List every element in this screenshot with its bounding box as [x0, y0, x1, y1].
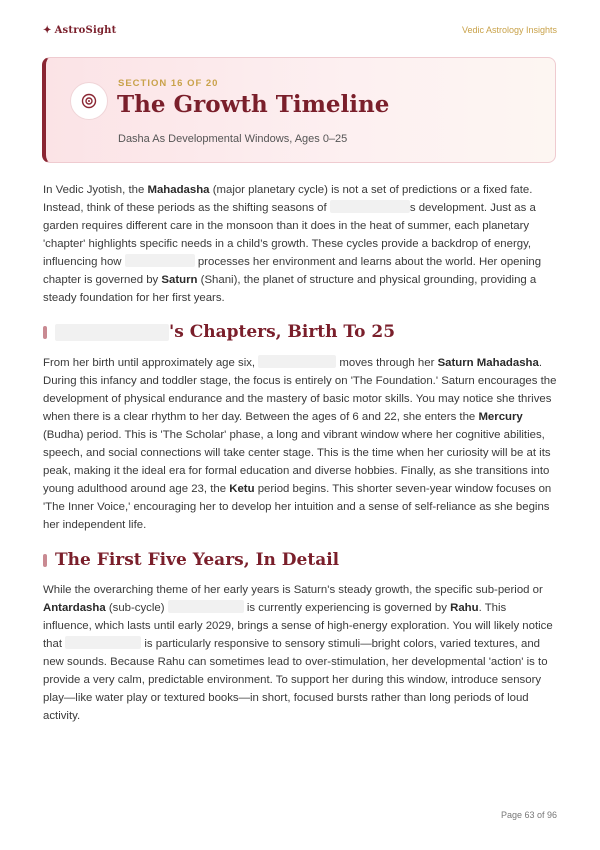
redacted-name	[55, 324, 169, 341]
redacted-name	[258, 355, 336, 368]
page-title: The Growth Timeline	[117, 91, 390, 118]
section-label: SECTION 16 OF 20	[118, 78, 219, 89]
redacted-name	[168, 600, 244, 613]
star-icon: ✦	[43, 24, 52, 36]
chapters-paragraph: From her birth until approximately age six, moves through her Saturn Mahadasha. During this infancy and toddler stage, the focus is entirely on 'The Foundation.' Saturn encourages the development of physical endurance and the mastery of basic motor skills. You may notice she thrives when there is a clear rhythm to her day. Between the ages of 6 and 22, she enters the Mercury (Budha) period. This is 'The Scholar' phase, a long and vibrant window where her cognitive abilities, speech, and social connections will take center stage. This is the time when her curiosity will be at its peak, making it the ideal era for formal education and diverse hobbies. Finally, as she transitions into young adulthood around age 23, the Ketu period begins. This shorter seven-year window focuses on 'The Inner Voice,' encouraging her to develop her intuition and a sense of self-reliance as she begins her independent life.	[43, 357, 557, 531]
redacted-name	[65, 636, 141, 649]
redacted-name	[330, 200, 410, 213]
brand-name: AstroSight	[54, 24, 117, 36]
heading-accent-bar	[43, 554, 47, 567]
page-header	[43, 22, 557, 38]
target-icon	[70, 82, 108, 120]
page-subtitle: Dasha As Developmental Windows, Ages 0–25	[118, 133, 348, 145]
intro-paragraph: In Vedic Jyotish, the Mahadasha (major planetary cycle) is not a set of predictions or a fixed fate. Instead, think of these periods as the shifting seasons of s development. Just as a garden requires different care in the monsoon than it does in the heat of summer, each planetary 'chapter' highlights specific needs in a child’s growth. These cycles provide a backdrop of energy, influencing how processes her environment and learns about the world. Her opening chapter is governed by Saturn (Shani), the planet of structure and physical grounding, providing a steady foundation for her first years.	[43, 184, 542, 304]
brand-logo	[43, 25, 116, 36]
redacted-name	[125, 254, 195, 267]
section-heading-first-five: The First Five Years, In Detail	[43, 550, 339, 570]
first-five-paragraph: While the overarching theme of her early years is Saturn's steady growth, the specific sub-period or Antardasha (sub-cycle) is currently experiencing is governed by Rahu. This influence, which lasts until early 2029, brings a sense of high-energy exploration. You will likely notice that is particularly responsive to sensory stimuli—bright colors, varied textures, and new sounds. Because Rahu can sometimes lead to over-stimulation, her developmental 'action' is to provide a very calm, predictable environment. To support her during this window, introduce sensory play—like water play or textured books—in short, focused bursts rather than long periods of loud activity.	[43, 584, 553, 722]
heading-accent-bar	[43, 326, 47, 339]
header-tagline: Vedic Astrology Insights	[461, 25, 557, 35]
section-heading-chapters: 's Chapters, Birth To 25	[43, 322, 395, 342]
section-hero-card	[42, 57, 556, 163]
page-number: Page 63 of 96	[500, 810, 557, 820]
